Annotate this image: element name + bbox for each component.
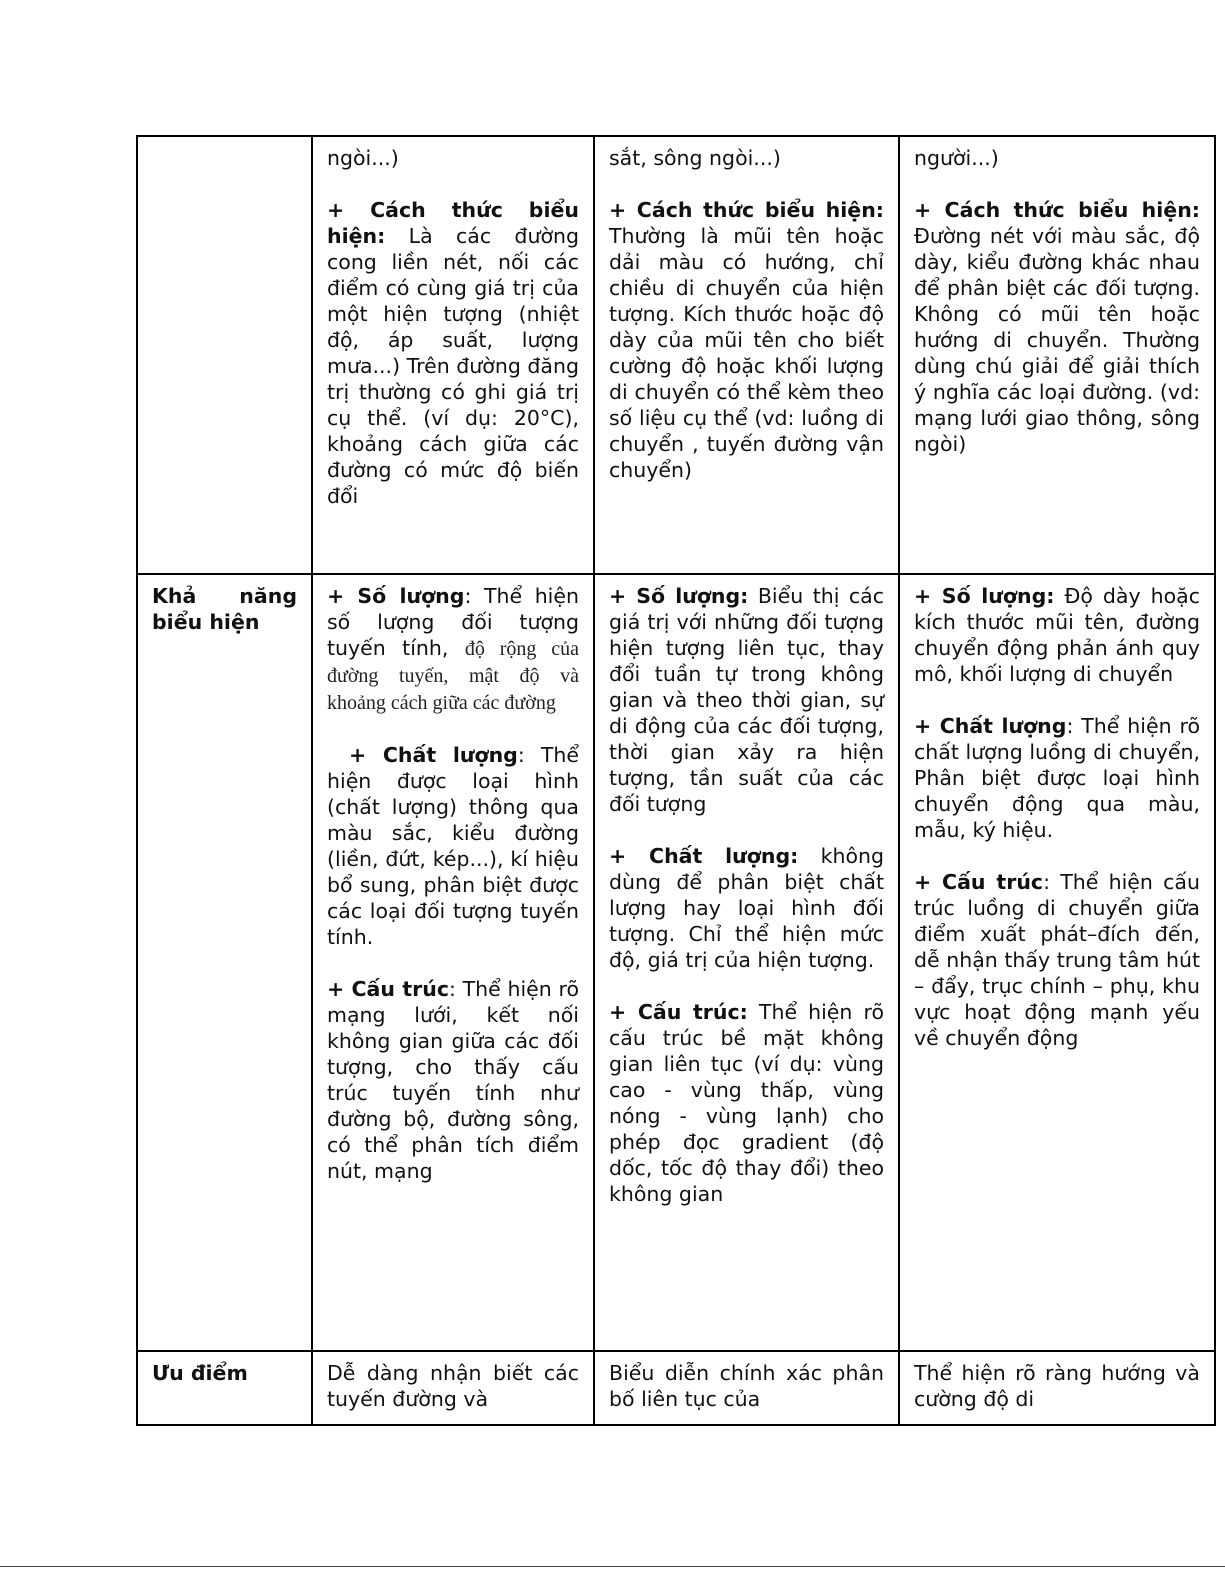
table-cell bbox=[594, 1351, 899, 1425]
cell-paragraph bbox=[609, 583, 884, 817]
cell-heading: + Chất lượng: bbox=[609, 844, 799, 868]
cell-heading: + Cấu trúc: bbox=[609, 1000, 748, 1024]
cell-text: ngòi...) bbox=[327, 146, 399, 170]
cell-paragraph bbox=[914, 583, 1200, 687]
cell-paragraph bbox=[914, 197, 1200, 457]
cell-heading: + Cách thức biểu hiện: bbox=[609, 198, 884, 222]
cell-text: : Thể hiện số lượng đối tượng tuyến tính, bbox=[327, 584, 579, 660]
cell-heading: + Số lượng: bbox=[609, 584, 749, 608]
cell-text: người...) bbox=[914, 146, 999, 170]
cell-text: : Thể hiện rõ mạng lưới, kết nối không gian giữa các đối tượng, cho thấy cấu trúc tuyến tính như đường bộ, đường sông, có thể phân tích điểm nút, mạng bbox=[327, 977, 579, 1183]
cell-text: Độ dày hoặc kích thước mũi tên, đường chuyển động phản ánh quy mô, khối lượng di chuyển bbox=[914, 584, 1200, 686]
table-cell bbox=[312, 136, 594, 574]
cell-text: : Thể hiện được loại hình (chất lượng) thông qua màu sắc, kiểu đường (liền, đứt, kép...), kí hiệu bổ sung, phân biệt được các loại đối tượng tuyến tính. bbox=[327, 743, 579, 949]
table-cell bbox=[594, 136, 899, 574]
cell-text: Dễ dàng nhận biết các tuyến đường và bbox=[327, 1361, 579, 1411]
cell-paragraph bbox=[609, 197, 884, 483]
table-cell bbox=[312, 1351, 594, 1425]
cell-text: Thể hiện rõ cấu trúc bề mặt không gian liên tục (ví dụ: vùng cao - vùng thấp, vùng nóng - vùng lạnh) cho phép đọc gradient (độ dốc, tốc độ thay đổi) theo không gian bbox=[609, 1000, 884, 1206]
cell-text: Thể hiện rõ ràng hướng và cường độ di bbox=[914, 1361, 1200, 1411]
row-label-cell bbox=[137, 136, 312, 574]
row-label: Khả năng biểu hiện bbox=[152, 584, 297, 634]
cell-text: : Thể hiện rõ chất lượng luồng di chuyển, Phân biệt được loại hình chuyển động qua màu, mẫu, ký hiệu. bbox=[914, 714, 1200, 842]
cell-text: sắt, sông ngòi...) bbox=[609, 146, 781, 170]
table-cell bbox=[594, 574, 899, 1351]
cell-paragraph bbox=[914, 869, 1200, 1051]
table-cell bbox=[899, 136, 1215, 574]
cell-text: Là các đường cong liền nét, nối các điểm có cùng giá trị của một hiện tượng (nhiệt độ, áp suất, lượng mưa...) Trên đường đăng trị thường có ghi giá trị cụ thể. (ví dụ: 20°C), khoảng cách giữa các đường có mức độ biến đổi bbox=[327, 224, 579, 508]
row-label-cell bbox=[137, 574, 312, 1351]
cell-text: Đường nét với màu sắc, độ dày, kiểu đường khác nhau để phân biệt các đối tượng. Không có mũi tên hoặc hướng di chuyển. Thường dùng chú giải để giải thích ý nghĩa các loại đường. (vd: mạng lưới giao thông, sông ngòi) bbox=[914, 224, 1200, 456]
cell-paragraph bbox=[609, 843, 884, 973]
cell-heading: + Số lượng bbox=[327, 584, 465, 608]
cell-text: Thường là mũi tên hoặc dải màu có hướng, chỉ chiều di chuyển của hiện tượng. Kích thước hoặc độ dày của mũi tên cho biết cường độ hoặc khối lượng di chuyển có thể kèm theo số liệu cụ thể (vd: luồng di chuyển , tuyến đường vận chuyển) bbox=[609, 224, 884, 482]
cell-heading: + Số lượng: bbox=[914, 584, 1055, 608]
cell-paragraph bbox=[327, 583, 579, 716]
table-cell bbox=[899, 1351, 1215, 1425]
cell-text: : Thể hiện cấu trúc luồng di chuyển giữa điểm xuất phát–đích đến, dễ nhận thấy trung tâm hút – đẩy, trục chính – phụ, khu vực hoạt động mạnh yếu về chuyển động bbox=[914, 870, 1200, 1050]
cell-paragraph bbox=[914, 713, 1200, 843]
cell-heading: + Cấu trúc bbox=[914, 870, 1044, 894]
cell-heading: + Chất lượng bbox=[349, 743, 518, 767]
row-label: Ưu điểm bbox=[152, 1361, 248, 1385]
cell-text: Biểu diễn chính xác phân bố liên tục của bbox=[609, 1361, 884, 1411]
cell-heading: + Chất lượng bbox=[914, 714, 1067, 738]
cell-paragraph bbox=[327, 976, 579, 1184]
cell-paragraph bbox=[327, 197, 579, 509]
cell-heading: + Cách thức biểu hiện: bbox=[327, 198, 579, 248]
cell-text: không dùng để phân biệt chất lượng hay loại hình đối tượng. Chỉ thể hiện mức độ, giá trị của hiện tượng. bbox=[609, 844, 884, 972]
table-cell bbox=[312, 574, 594, 1351]
cell-text: Biểu thị các giá trị với những đối tượng hiện tượng liên tục, thay đổi tuần tự trong không gian và theo thời gian, sự di động của các đối tượng, thời gian xảy ra hiện tượng, tần suất của các đối tượng bbox=[609, 584, 884, 816]
cell-heading: + Cách thức biểu hiện: bbox=[914, 198, 1200, 222]
comparison-table bbox=[136, 135, 1216, 1426]
cell-paragraph bbox=[609, 999, 884, 1207]
cell-text-serif: độ rộng của đường tuyến, mật độ và khoảng cách giữa các đường bbox=[327, 638, 579, 714]
table-row bbox=[137, 574, 1215, 1351]
row-label-cell bbox=[137, 1351, 312, 1425]
table-row bbox=[137, 1351, 1215, 1425]
cell-paragraph bbox=[327, 742, 579, 950]
table-row bbox=[137, 136, 1215, 574]
cell-heading: + Cấu trúc bbox=[327, 977, 449, 1001]
page-bottom-rule bbox=[0, 1566, 1225, 1567]
table-cell bbox=[899, 574, 1215, 1351]
